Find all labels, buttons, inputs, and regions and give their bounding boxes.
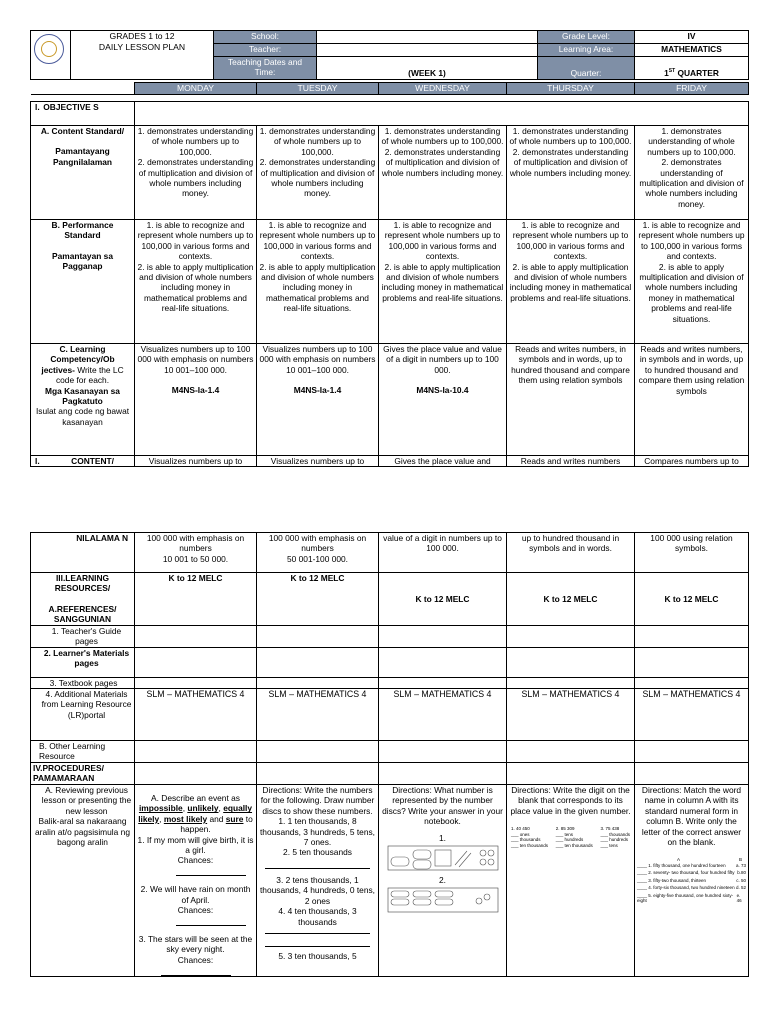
day-corner [31,83,135,95]
competency-fri: Reads and writes numbers, in symbols and in words, up to hundred thousand and compare them using relation symbols [635,344,749,456]
additional-materials-label: 4. Additional Materials from Learning Resource (LR)portal [31,689,135,741]
spacer-row [31,95,749,102]
day-wednesday: WEDNESDAY [379,83,507,95]
content-label-top: I. CONTENT/ [31,456,135,467]
tb-tue [257,677,379,688]
lm-mon [135,647,257,677]
performance-standard-thu: 1. is able to recognize and represent whole numbers up to 100,000 in various forms and contexts. 2. is able to apply multiplication and division of whole numbers including money in mathematical problems and real-life situations. [507,220,635,344]
answer-blank[interactable] [161,967,231,976]
content-bottom-thu: up to hundred thousand in symbols and in words. [507,533,635,573]
content-bottom-wed: value of a digit in numbers up to 100 000. [379,533,507,573]
resources-wed: K to 12 MELC [379,573,507,626]
resources-label: III.LEARNING RESOURCES/ A.REFERENCES/ SANGGUNIAN [31,573,135,626]
answer-line [265,868,370,869]
or-fri [635,741,749,763]
learners-materials-label: 2. Learner's Materials pages [31,647,135,677]
logo-cell [31,31,71,80]
content-standard-label: A. Content Standard/ Pamantayang Pangnilalaman [31,126,135,220]
resources-mon: K to 12 MELC [135,573,257,626]
content-bottom-tue: 100 000 with emphasis on numbers 50 001-100 000. [257,533,379,573]
dates-label: Teaching Dates and Time: [214,57,317,80]
other-resources-label: B. Other Learning Resource [31,741,135,763]
competency-wed: Gives the place value and value of a digit in numbers up to 100 000. M4NS-Ia-10.4 [379,344,507,456]
tb-wed [379,677,507,688]
tb-mon [135,677,257,688]
area-label: Learning Area: [538,44,635,57]
header-table [30,30,749,80]
performance-standard-mon: 1. is able to recognize and represent whole numbers up to 100,000 in various forms and contexts. 2. is able to apply multiplication and division of whole numbers including money in mathematical problems and real-life situations. [135,220,257,344]
tg-wed [379,625,507,647]
performance-standard-wed: 1. is able to recognize and represent whole numbers up to 100,000 in various forms and contexts. 2. is able to apply multiplication and division of whole numbers including money in mathematical problems and real-life situations. [379,220,507,344]
answer-line [265,933,370,934]
place-value-exercise: 1. 40 450 ___ ones ___ thousands ___ ten thousands 2. 85 309 ___ tens ___ hundreds ___ ten thousands 3. 75 438 ___ thousands ___ hundreds ___ tens [511,826,630,848]
procedures-label: IV.PROCEDURES/ PAMAMARAAN [31,763,135,785]
day-tuesday: TUESDAY [257,83,379,95]
lesson-table-part-2 [30,532,749,977]
competency-mon: Visualizes numbers up to 100 000 with emphasis on numbers 10 001–100 000. M4NS-Ia-1.4 [135,344,257,456]
matching-exercise: A B ____ 1. fifty thousand, one hundred fourteen a. 73 ____ 2. seventy- two thousand, four hundred fifty b.80 ____ 3. fifty-two thousand, thirteen c. 50 ____ 4. forty-six thousand, two hundred nineteen d. 52 ____ 5. eighty-five thousand, one hundred sixty-eight e. 46 [637,857,746,904]
tg-tue [257,625,379,647]
content-standard-tue: 1. demonstrates understanding of whole numbers up to 100,000. 2. demonstrates understanding of multiplication and division of whole numbers including money. [257,126,379,220]
objectives-cell [135,102,749,126]
content-top-thu: Reads and writes numbers [507,456,635,467]
lesson-table-part-1 [30,82,749,467]
grade-value: IV [635,31,749,44]
lm-fri [635,647,749,677]
or-wed [379,741,507,763]
content-bottom-fri: 100 000 using relation symbols. [635,533,749,573]
competency-label: C. Learning Competency/Ob jectives- Write the LC code for each. Mga Kasanayan sa Pagkatuto Isulat ang code ng bawat kasanayan [31,344,135,456]
content-top-tue: Visualizes numbers up to [257,456,379,467]
teacher-value [317,44,538,57]
additional-tue: SLM – MATHEMATICS 4 [257,689,379,741]
answer-blank[interactable] [176,917,246,926]
answer-blank[interactable] [176,867,246,876]
pr-fri [635,763,749,785]
area-value: MATHEMATICS [635,44,749,57]
textbook-label: 3. Textbook pages [31,677,135,688]
quarter-value: 1ST QUARTER [635,57,749,80]
day-thursday: THURSDAY [507,83,635,95]
dates-value: (WEEK 1) [317,57,538,80]
school-value [317,31,538,44]
title-line-2: DAILY LESSON PLAN [98,42,186,52]
competency-thu: Reads and writes numbers, in symbols and in words, up to hundred thousand and compare them using relation symbols [507,344,635,456]
performance-standard-fri: 1. is able to recognize and represent whole numbers up to 100,000 in various forms and contexts. 2. is able to apply multiplication and division of whole numbers including money in mathematical problems and real-life situations. [635,220,749,344]
content-bottom-mon: 100 000 with emphasis on numbers 10 001 to 50 000. [135,533,257,573]
lm-wed [379,647,507,677]
reviewing-wed: Directions: What number is represented by the number discs? Write your answer in your notebook. 1. 2. [379,785,507,977]
additional-wed: SLM – MATHEMATICS 4 [379,689,507,741]
or-tue [257,741,379,763]
or-mon [135,741,257,763]
answer-line [265,938,370,947]
content-label-bottom: NILALAMA N [31,533,135,573]
lm-thu [507,647,635,677]
day-friday: FRIDAY [635,83,749,95]
reviewing-label: A. Reviewing previous lesson or presenting the new lesson Balik-aral sa nakaraang aralin at/o pagsisimula ng bagong aralin [31,785,135,977]
day-monday: MONDAY [135,83,257,95]
title-line-1: GRADES 1 to 12 [109,31,175,41]
tg-thu [507,625,635,647]
pr-mon [135,763,257,785]
pr-tue [257,763,379,785]
additional-fri: SLM – MATHEMATICS 4 [635,689,749,741]
tg-fri [635,625,749,647]
tb-fri [635,677,749,688]
teacher-label: Teacher: [214,44,317,57]
reviewing-tue: Directions: Write the numbers for the following. Draw number discs to show these numbers. 1. 1 ten thousands, 8 thousands, 3 hundreds, 5 tens, 7 ones. 2. 5 ten thousands 3. 2 tens thousands, 1 thousands, 4 hundreds, 0 tens, 2 ones 4. 4 ten thousands, 3 thousands 5. 3 ten thousands, 5 [257,785,379,977]
deped-seal-icon [34,34,64,64]
resources-tue: K to 12 MELC [257,573,379,626]
additional-mon: SLM – MATHEMATICS 4 [135,689,257,741]
performance-standard-label: B. Performance Standard Pamantayan sa Pagganap [31,220,135,344]
or-thu [507,741,635,763]
tb-thu [507,677,635,688]
reviewing-thu: Directions: Write the digit on the blank that corresponds to its place value in the given number. 1. 40 450 ___ ones ___ thousands ___ ten thousands 2. 85 309 ___ tens ___ hundreds ___ ten thousands 3. 75 438 ___ thousands ___ hundreds ___ tens [507,785,635,977]
reviewing-fri: Directions: Match the word name in column A with its standard numeral form in column B. Write only the letter of the correct answer on the blank. A B ____ 1. fifty thousand, one hundred fourteen a. 73 ____ 2. seventy- two thousand, four hundred fifty b.80 ____ 3. fifty-two thousand, thirteen c. 50 ____ 4. forty-six thousand, two hundred nineteen d. 52 ____ 5. eighty-five thousand, one hundred sixty-eight e. 46 [635,785,749,977]
quarter-label: Quarter: [538,57,635,80]
content-top-fri: Compares numbers up to [635,456,749,467]
content-standard-thu: 1. demonstrates understanding of whole numbers up to 100,000. 2. demonstrates understanding of multiplication and division of whole numbers including money. [507,126,635,220]
content-top-wed: Gives the place value and [379,456,507,467]
grade-label: Grade Level: [538,31,635,44]
plan-title [71,31,214,80]
content-top-mon: Visualizes numbers up to [135,456,257,467]
content-standard-mon: 1. demonstrates understanding of whole numbers up to 100,000. 2. demonstrates understanding of multiplication and division of whole numbers including money. [135,126,257,220]
content-standard-fri: 1. demonstrates understanding of whole numbers up to 100,000. 2. demonstrates understanding of multiplication and division of whole numbers including money. [635,126,749,220]
school-label: School: [214,31,317,44]
pr-thu [507,763,635,785]
teachers-guide-label: 1. Teacher's Guide pages [31,625,135,647]
tg-mon [135,625,257,647]
resources-thu: K to 12 MELC [507,573,635,626]
additional-thu: SLM – MATHEMATICS 4 [507,689,635,741]
reviewing-mon: A. Describe an event as impossible, unlikely, equally likely, most likely and sure to happen. 1. If my mom will give birth, it is a girl. Chances: 2. We will have rain on month of April. Chances: 3. The stars will be seen at the sky every night. Chances: [135,785,257,977]
content-standard-wed: 1. demonstrates understanding of whole numbers up to 100,000. 2. demonstrates understanding of multiplication and division of whole numbers including money. [379,126,507,220]
resources-fri: K to 12 MELC [635,573,749,626]
number-discs-image-2 [387,887,499,913]
number-discs-image-1 [387,845,499,871]
lm-tue [257,647,379,677]
objectives-label: I. OBJECTIVE S [31,102,135,126]
performance-standard-tue: 1. is able to recognize and represent whole numbers up to 100,000 in various forms and contexts. 2. is able to apply multiplication and division of whole numbers including money in mathematical problems and real-life situations. [257,220,379,344]
pr-wed [379,763,507,785]
competency-tue: Visualizes numbers up to 100 000 with emphasis on numbers 10 001–100 000. M4NS-Ia-1.4 [257,344,379,456]
